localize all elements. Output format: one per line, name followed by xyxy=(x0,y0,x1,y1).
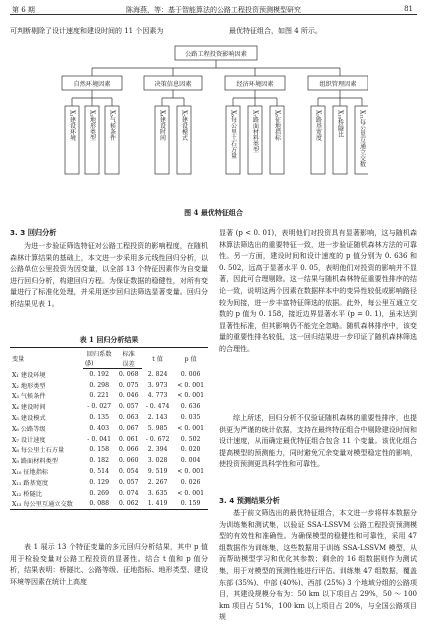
col-header-coef-sub: (β) xyxy=(83,358,115,369)
table-cell: - 0. 027 xyxy=(87,403,112,411)
col-header-variable: 变量 xyxy=(10,348,83,369)
table-cell: 0. 269 xyxy=(89,489,110,497)
table-cell: 0. 192 xyxy=(89,370,110,378)
table-cell: 0. 075 xyxy=(118,381,139,389)
header-rule xyxy=(10,14,417,15)
group-label-management: 组织管理因素 xyxy=(319,81,357,88)
col-header-se-sub: 误差 xyxy=(115,358,142,369)
right-paragraph-1: 显著 (p < 0. 01)，表明他们对投资具有显著影响，这与随机森林算法筛选出的重要特征一致，进一步验证随机森林方法的可靠性。另一方面，建设时间和设计速度的 p 值分别为 0. 636 和 0. 502，远高于显著水平 0. 05，表明他们对投资的影响并不显著，因此可合理剔除。这一结果与随机森林特征重要性排序的结论一致，说明这两个因素在数据样本中的变异性较低或影响路径较为间接，进一步丰富特征筛选的依据。此外，每公里互通立交数的 p 值为 0. 158，接近边界显著水平 (p = 0. 1)，虽未达到显著性标准，但其影响仍不能完全忽略。随机森林排序中，该变量的重要性排名较低，这一回归结果进一步印证了随机森林筛选的合理性。 xyxy=(219,229,417,353)
page-number: 81 xyxy=(404,5,413,13)
table-cell: 9. 519 xyxy=(147,468,168,476)
table-cell: 3. 973 xyxy=(147,381,168,389)
section-3-4-paragraph: 基于前文筛选出的最优特征组合，本文进一步将样本数据分为训练集和测试集，以验证 SSA-LSSVM 公路工程投资预测模型的有效性和准确性。为确保模型的稳健性和可靠性，采用 47 组数据作为训练集，这些数据用于训练 SSA-LSSVM 模型，从而帮助模型学习和优化其参数；剩余的 16 组数据则作为测试集，用于对模型的预测性能进行评估。训练集 47 组数据，覆盖东部 (35%)、中部 (40%)、西部 (25%) 3 个地域分组的公路项目，其建设规模分布为：50 km 以下项目占 29%，50 ～ 100 km 项目占 51%，100 km 以上项目占 20%，与全国公路项目规 xyxy=(219,509,417,622)
table-cell: X₆ 公路等级 xyxy=(12,425,46,433)
table-cell: 0. 057 xyxy=(118,403,139,411)
group-label-natural: 自然环境因素 xyxy=(73,81,111,88)
item-label-x9: X₉路基宽度 xyxy=(314,110,322,141)
table-row xyxy=(10,499,208,510)
table-cell: X₃ 气候条件 xyxy=(12,393,46,401)
table-cell: 3. 635 xyxy=(147,489,168,497)
table-row xyxy=(10,434,208,445)
table-cell: 0. 054 xyxy=(118,468,139,476)
section-heading-3-4: 3. 4 预测结果分析 xyxy=(219,496,280,505)
table-cell: 0. 129 xyxy=(89,478,110,486)
root-label: 公路工程投资影响因素 xyxy=(185,51,247,58)
table-cell: 0. 403 xyxy=(89,424,110,432)
table-cell: X₇ 设计速度 xyxy=(12,436,46,444)
section-3-3-paragraph: 为进一步验证筛选特征对公路工程投资的影响程度，在随机森林计算结果的基础上，本文进一步采用多元线性回归分析，以公路单位公里投资为因变量，以全部 13 个特征因素作为自变量进行回归分析，构建回归方程。为保证数据的稳健性，对所有变量进行了标准化处理，并采用逐步回归法筛选显著变量。回归分析结果见表 1。 xyxy=(10,242,208,308)
table-cell: 0. 026 xyxy=(180,478,201,486)
table-cell: 0. 061 xyxy=(118,435,139,443)
table-cell: 0. 135 xyxy=(89,414,110,422)
table-cell: < 0. 001 xyxy=(177,489,205,497)
table-row xyxy=(10,391,208,402)
table-cell: 0. 074 xyxy=(118,489,139,497)
table-cell: < 0. 001 xyxy=(177,392,205,400)
item-label-x2: X₂地形类型 xyxy=(88,110,96,141)
group-label-decision: 决策信息因素 xyxy=(154,81,192,88)
table-cell: 0. 020 xyxy=(180,446,201,454)
table-cell: 0. 514 xyxy=(89,468,110,476)
table-cell: 5. 985 xyxy=(147,424,168,432)
table-cell: X₂ 地形类型 xyxy=(12,382,46,390)
table-cell: 3. 028 xyxy=(147,457,168,465)
table-cell: < 0. 001 xyxy=(177,468,205,476)
table-row xyxy=(10,488,208,499)
item-label-x3: X₃气候条件 xyxy=(108,110,116,141)
table-cell: 2. 394 xyxy=(147,446,168,454)
table-cell: 2. 824 xyxy=(147,370,168,378)
table-cell: 0. 298 xyxy=(89,381,110,389)
col-header-p: p 值 xyxy=(173,348,208,369)
right-paragraph-2: 综上所述，回归分析不仅验证随机森林的重要性排序，也提供更为严谨的统计依据，支持在最终特征组合中剔除建设时间和设计速度，从而确定最优特征组合包含 11 个变量。该优化组合提高模型的预测能力，同时避免冗余变量对模型稳定性的影响，使投资预测更具科学性和可靠性。 xyxy=(219,414,417,469)
table-cell: X₁₂ 桥隧比 xyxy=(12,490,42,498)
figure-caption: 图 4 最优特征组合 xyxy=(184,208,243,217)
table-cell: 4. 773 xyxy=(147,392,168,400)
table-cell: 0. 062 xyxy=(115,499,142,510)
table-cell: < 0. 001 xyxy=(177,381,205,389)
table-caption: 表 1 回归分析结果 xyxy=(79,335,139,344)
table-row xyxy=(10,477,208,488)
item-label-x1: X₁建设环境 xyxy=(68,110,76,141)
table-cell: 0. 502 xyxy=(180,435,201,443)
table-cell: X₁₀ 征地指标 xyxy=(12,469,49,477)
top-left-line: 可判断剔除了设计速度和建设时间的 11 个因素为 xyxy=(10,27,164,35)
top-right-line: 最优特征组合，如图 4 所示。 xyxy=(229,27,322,35)
table-cell: 0. 067 xyxy=(118,424,139,432)
item-label-x5: X₅建设模式 xyxy=(180,110,188,141)
table-cell: 0. 035 xyxy=(180,414,201,422)
bottom-left-paragraph: 表 1 展示 13 个特征变量的多元回归分析结果，其中 p 值用于检验变量对公路工程投资的显著性。结合 t 值和 p 值分析，结果表明：桥隧比、公路等级、征地指标、地形类型、建设环境等因素在统计上高度 xyxy=(10,543,208,586)
table-cell: X₁ 建设环境 xyxy=(12,371,46,379)
table-row xyxy=(10,369,208,380)
table-cell: X₈ 每公里土石方量 xyxy=(12,447,65,455)
table-cell: 2. 267 xyxy=(147,478,168,486)
table-cell: X₁₃ 每公里互通立交数 xyxy=(10,499,83,510)
table-row xyxy=(10,412,208,423)
group-label-economic: 经济环境因素 xyxy=(236,81,274,88)
table-cell: 2. 143 xyxy=(147,414,168,422)
col-header-se: 标准 xyxy=(115,348,142,359)
table-cell: < 0. 001 xyxy=(177,424,205,432)
regression-table xyxy=(10,347,208,510)
table-cell: 0. 046 xyxy=(118,392,139,400)
table-row xyxy=(10,380,208,391)
table-cell: 0. 063 xyxy=(118,414,139,422)
table-row xyxy=(10,455,208,466)
table-cell: X₁₁ 路基宽度 xyxy=(12,479,49,487)
table-cell: 0. 088 xyxy=(83,499,115,510)
table-cell: - 0. 672 xyxy=(145,435,170,443)
item-label-x8: X₈征地指标 xyxy=(273,110,281,141)
table-cell: 0. 068 xyxy=(118,370,139,378)
running-title: 陈海燕，等：基于智能算法的公路工程投资预测模型研究 xyxy=(126,6,301,14)
table-row xyxy=(10,466,208,477)
journal-issue: 第 6 期 xyxy=(12,6,35,14)
table-cell: 0. 221 xyxy=(89,392,110,400)
table-cell: X₉ 路面材料类型 xyxy=(12,458,58,466)
col-header-t: t 值 xyxy=(142,348,173,369)
table-cell: X₅ 建设模式 xyxy=(12,415,46,423)
feature-tree-diagram xyxy=(60,44,368,202)
table-cell: 0. 636 xyxy=(180,403,201,411)
table-row xyxy=(10,445,208,456)
col-header-coef: 回归系数 xyxy=(83,348,115,359)
table-cell: X₄ 建设时间 xyxy=(12,404,46,412)
table-cell: - 0. 041 xyxy=(87,435,112,443)
table-row xyxy=(10,401,208,412)
section-heading-3-3: 3. 3 回归分析 xyxy=(10,228,57,237)
table-row xyxy=(10,423,208,434)
table-cell: 1. 419 xyxy=(142,499,173,510)
table-cell: 0. 182 xyxy=(89,457,110,465)
item-label-x4: X₄建设时间 xyxy=(158,110,166,141)
table-cell: 0. 158 xyxy=(89,446,110,454)
item-label-x7: X₇路面材料类型 xyxy=(251,110,259,153)
table-cell: - 0. 474 xyxy=(145,403,170,411)
table-cell: 0. 006 xyxy=(180,370,201,378)
item-label-x6: X₆每公里土石方量 xyxy=(229,110,237,159)
item-label-x10: X₁₀桥隧比 xyxy=(336,110,344,138)
table-cell: 0. 159 xyxy=(173,499,208,510)
table-cell: 0. 057 xyxy=(118,478,139,486)
table-cell: 0. 066 xyxy=(118,446,139,454)
table-cell: 0. 004 xyxy=(180,457,201,465)
table-cell: 0. 060 xyxy=(118,457,139,465)
item-label-x11: X₁₁每公里互通立交数 xyxy=(358,110,366,168)
